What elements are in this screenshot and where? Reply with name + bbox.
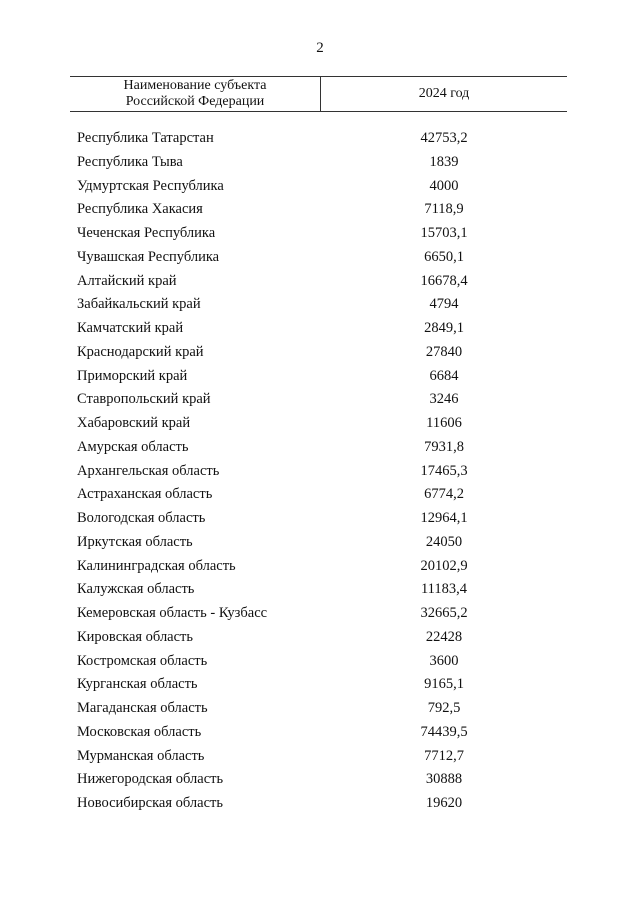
table-row [0,151,640,175]
table-row [0,127,640,151]
table-row [0,507,640,531]
region-value: 792,5 [427,700,461,716]
region-name: Московская область [77,723,202,740]
table-row [0,673,640,697]
region-name: Кемеровская область - Кузбасс [77,605,268,621]
region-value: 7118,9 [424,201,464,218]
region-value: 4000 [429,177,459,194]
region-name: Чеченская Республика [77,225,216,241]
region-name: Новосибирская область [77,795,223,811]
table-row [0,317,640,341]
region-value: 15703,1 [420,225,468,241]
column-header-region-line2: Российской Федерации [125,94,265,109]
table-header [70,76,567,112]
region-value: 24050 [425,533,463,550]
table-row [0,222,640,246]
table-row [0,483,640,507]
region-value: 27840 [425,343,463,360]
table-row [0,697,640,721]
region-name: Калининградская область [77,557,236,574]
region-value: 1839 [429,153,459,170]
column-header-region [70,77,321,111]
region-name: Республика Хакасия [77,201,203,218]
region-name: Магаданская область [77,700,208,716]
table-row [0,460,640,484]
region-value: 4794 [429,296,459,313]
region-value: 3600 [429,652,459,669]
table-body [0,127,640,816]
table-row [0,721,640,745]
region-name: Нижегородская область [77,771,224,788]
table-row [0,246,640,270]
region-name: Астраханская область [77,486,213,503]
region-name: Курганская область [77,676,198,693]
region-value: 6774,2 [424,486,464,503]
region-value: 22428 [425,628,463,645]
table-row [0,436,640,460]
region-value: 12964,1 [420,510,468,526]
region-name: Иркутская область [77,533,193,550]
table-row [0,365,640,389]
region-name: Чувашская Республика [77,248,220,265]
region-value: 74439,5 [420,723,468,740]
table-row [0,388,640,412]
table-row [0,768,640,792]
region-value: 19620 [425,795,463,811]
region-name: Вологодская область [77,510,206,526]
region-name: Забайкальский край [77,296,201,313]
region-name: Республика Тыва [77,153,183,170]
region-value: 7931,8 [424,438,464,455]
table-row [0,293,640,317]
region-value: 6650,1 [424,248,464,265]
column-header-year: 2024 год [418,86,470,101]
table-row [0,626,640,650]
region-value: 7712,7 [424,747,464,764]
region-name: Калужская область [77,581,195,598]
region-name: Краснодарский край [77,343,204,360]
table-row [0,555,640,579]
region-name: Республика Татарстан [77,130,214,146]
table-row [0,650,640,674]
table-row [0,412,640,436]
table-row [0,198,640,222]
region-name: Костромская область [77,652,208,669]
region-name: Камчатский край [77,320,184,336]
table-row [0,745,640,769]
region-value: 20102,9 [420,557,468,574]
table-row [0,792,640,816]
table-row [0,270,640,294]
column-header-region-line1: Наименование субъекта [123,78,267,93]
table-row [0,578,640,602]
region-name: Кировская область [77,628,194,645]
region-value: 2849,1 [424,320,464,336]
region-value: 17465,3 [420,462,468,479]
region-value: 6684 [429,367,459,384]
table-row [0,602,640,626]
region-name: Алтайский край [77,272,177,289]
page-number: 2 [316,40,324,56]
region-value: 3246 [429,391,459,408]
table-row [0,175,640,199]
region-value: 16678,4 [420,272,468,289]
region-name: Приморский край [77,367,188,384]
region-value: 30888 [425,771,463,788]
table-row [0,531,640,555]
region-value: 9165,1 [424,676,464,693]
region-name: Хабаровский край [77,415,191,431]
region-value: 42753,2 [420,130,468,146]
region-value: 11606 [426,415,462,431]
region-name: Удмуртская Республика [77,177,224,194]
region-name: Ставропольский край [77,391,211,408]
region-name: Амурская область [77,438,189,455]
region-name: Мурманская область [77,747,205,764]
region-name: Архангельская область [77,462,220,479]
table-row [0,341,640,365]
region-value: 32665,2 [420,605,468,621]
region-value: 11183,4 [420,581,468,598]
